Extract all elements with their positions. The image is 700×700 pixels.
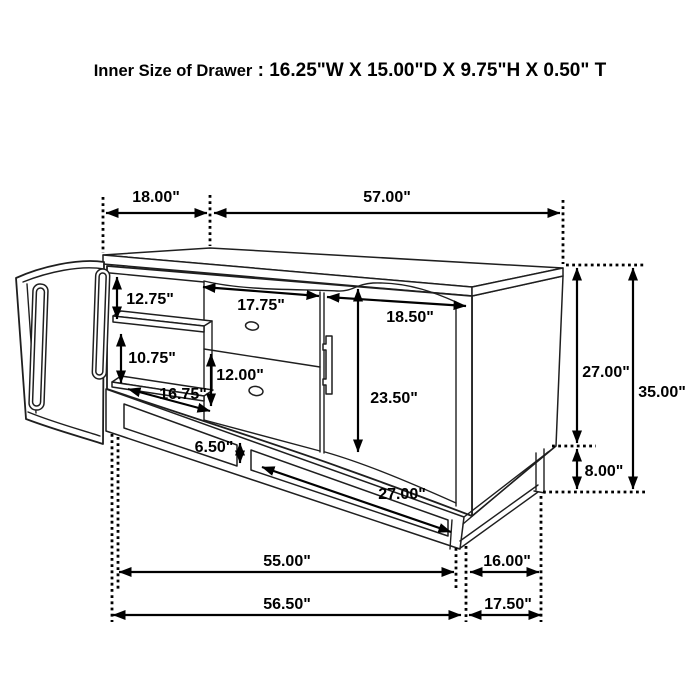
left-door-open: [16, 261, 110, 444]
dim-label-right-door-height: 23.50": [370, 390, 418, 407]
title-separator: :: [252, 60, 270, 81]
dim-base-depth: [470, 553, 539, 572]
dim-label-cabinet-body-height: 27.00": [582, 364, 630, 381]
dim-label-overall-width: 56.50": [263, 596, 311, 613]
dim-label-top-depth: 18.00": [132, 189, 180, 206]
door-groove-right: [92, 269, 110, 379]
dim-label-overall-height: 35.00": [638, 384, 686, 401]
dim-base-frame-height: [577, 449, 623, 489]
dim-label-right-door-width: 18.50": [386, 309, 434, 326]
dim-label-shelf-depth: 16.75": [159, 386, 207, 403]
dim-overall-height: [633, 268, 686, 489]
dim-label-base-front-opening-width: 27.00": [378, 486, 426, 503]
cabinet-right-side: [472, 276, 563, 516]
dim-label-overall-depth: 17.50": [484, 596, 532, 613]
dim-overall-width: [113, 596, 461, 615]
dim-label-base-rail-opening-height: 6.50": [194, 439, 234, 456]
dim-base-width: [119, 553, 454, 572]
dim-cabinet-body-height: [577, 268, 630, 443]
dim-label-base-depth: 16.00": [483, 553, 531, 570]
dim-label-base-frame-height: 8.00": [584, 463, 624, 480]
dim-label-drawer-face-height: 12.00": [216, 367, 264, 384]
dim-label-upper-opening-height: 12.75": [126, 291, 174, 308]
dim-label-base-width: 55.00": [263, 553, 311, 570]
title-value: 16.25"W X 15.00"D X 9.75"H X 0.50" T: [269, 60, 607, 81]
dim-overall-depth: [469, 596, 541, 615]
dim-top-depth: [106, 189, 207, 213]
dim-label-top-width: 57.00": [363, 189, 411, 206]
dim-label-drawer-opening-width: 17.75": [237, 297, 285, 314]
dim-label-lower-opening-height: 10.75": [128, 350, 176, 367]
dim-top-width: [214, 189, 560, 213]
title-label: Inner Size of Drawer: [93, 62, 253, 80]
